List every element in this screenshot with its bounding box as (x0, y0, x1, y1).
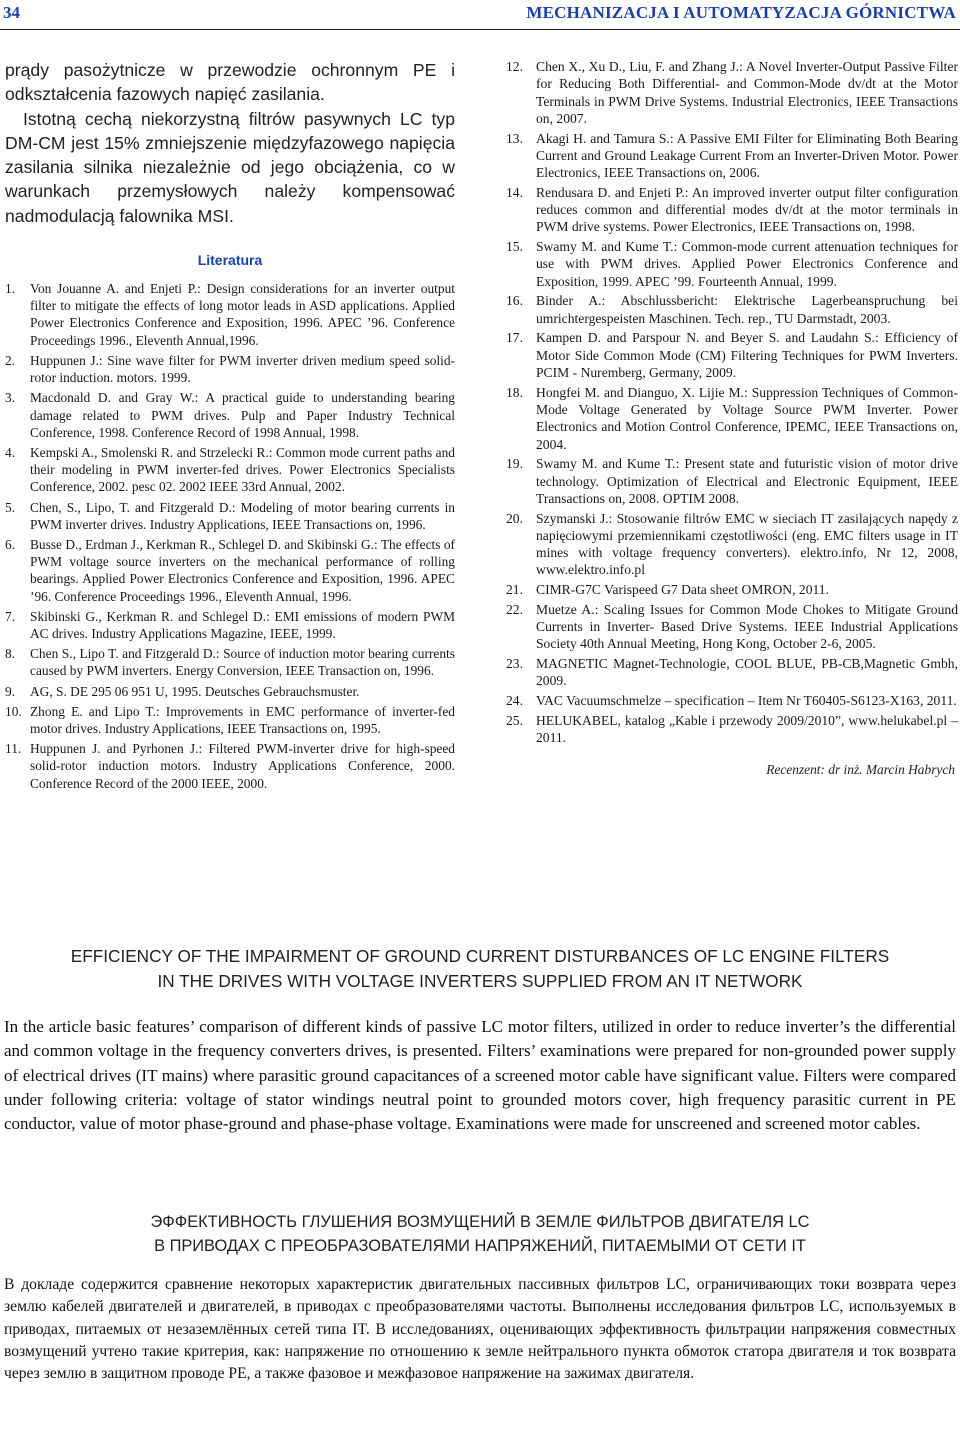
reference-number: 7. (5, 608, 16, 624)
reference-number: 17. (506, 330, 523, 346)
reference-item (5, 280, 455, 349)
reference-number: 25. (506, 712, 523, 728)
reference-text: VAC Vacuumschmelze – specification – Item Nr T60405-S6123-X163, 2011. (536, 693, 957, 709)
reference-item (506, 184, 958, 236)
reference-text: Rendusara D. and Enjeti P.: An improved inverter output filter configuration reduces common and differential modes dv/dt at the motor terminals in PWM drive systems. Power Electronics, IEEE Transactions on, 1998. (536, 184, 958, 235)
reference-item (5, 499, 455, 533)
page-header (0, 0, 960, 30)
reference-number: 21. (506, 582, 523, 598)
reference-text: Chen S., Lipo T. and Fitzgerald D.: Source of induction motor bearing currents caused by PWM inverters. Energy Conversion, IEEE Transaction on, 1996. (30, 646, 455, 679)
reference-number: 9. (5, 683, 16, 699)
reference-item (5, 683, 455, 700)
reference-text: Akagi H. and Tamura S.: A Passive EMI Filter for Eliminating Both Bearing Current and Ground Leakage Current From an Inverter-Driven Motor. Power Electronics, IEEE Transactions on, 2006. (536, 130, 958, 181)
reference-item (506, 510, 958, 579)
reference-text: Macdonald D. and Gray W.: A practical guide to understanding bearing damage related to PWM drives. Pulp and Paper Industry Technical Conference, 1998. Conference Record of 1998 Annual, 1998. (30, 390, 455, 440)
body-paragraph: prądy pasożytnicze w przewodzie ochronnym PE i odkształcenia fazowych napięć zasilania. (5, 60, 455, 105)
reference-number: 3. (5, 390, 16, 406)
reference-text: Swamy M. and Kume T.: Present state and futuristic vision of motor drive technology. Optimization of Electrical and Electronic Equipment, IEEE Transactions on, 2008. OPTIM 2008. (536, 456, 958, 506)
references-list-left (5, 280, 455, 792)
reference-item (506, 238, 958, 290)
reference-text: Von Jouanne A. and Enjeti P.: Design considerations for an inverter output filter to mitigate the effects of long motor leads in ASD applications. Applied Power Electronics Conference and Exposition, 1996. APEC ’96. Conference Proceedings 1996., Eleventh Annual,1996. (30, 281, 455, 348)
reference-number: 14. (506, 184, 523, 200)
reference-number: 19. (506, 456, 523, 472)
reference-text: Skibinski G., Kerkman R. and Schlegel D.: EMI emissions of modern PWM AC drives. Industry Applications Magazine, IEEE, 1999. (30, 608, 455, 641)
reference-item (506, 455, 958, 507)
reference-text: Huppunen J.: Sine wave filter for PWM inverter driven medium speed solid-rotor induction. motors. 1999. (30, 352, 455, 386)
reference-item (5, 389, 455, 441)
reference-item (506, 712, 958, 747)
reference-number: 24. (506, 693, 523, 709)
reference-item (5, 608, 455, 642)
left-column (5, 58, 455, 795)
reference-number: 12. (506, 59, 523, 74)
reference-text: Swamy M. and Kume T.: Common-mode current attenuation techniques for use with PWM drives. Applied Power Electronics Conference and Exposition, 1999. APEC ’99. Fourteenth Annual, 1999. (536, 239, 958, 289)
reference-item (506, 384, 958, 453)
reference-text: Huppunen J. and Pyrhonen J.: Filtered PWM-inverter drive for high-speed solid-rotor induction motors. Industry Applications Conference, 2000. Conference Record of the 2000 IEEE, 2000. (30, 741, 455, 791)
reference-text: Szymanski J.: Stosowanie filtrów EMC w sieciach IT zasilających napędy z napięciowymi przemiennikami częstotliwości (eng. EMC filters usage in IT mines with voltage frequency converters). elektro.info, Nr 12, 2008, www.elektro.info.pl (536, 510, 958, 578)
reference-number: 6. (5, 536, 16, 552)
literature-heading: Literatura (197, 252, 263, 269)
reference-number: 1. (5, 281, 16, 297)
reference-item (5, 536, 455, 605)
reference-item (506, 292, 958, 327)
english-abstract: In the article basic features’ comparison of different kinds of passive LC motor filters, utilized in order to reduce inverter’s the differential and common voltage in the frequency converters drives, is presented. Filters’ examinations were prepared for non-grounded power supply of electrical drives (IT mains) where parasitic ground capacitances of a screened motor cable have significant value. Filters were compared under following criteria: voltage of stator windings neutral point to grounded motors cover, high frequency parasitic current in PE conductor, value of motor phase-ground and phase-phase voltage. Examinations were made for unscreened and screened motor cables. (4, 1017, 956, 1134)
reference-item (5, 444, 455, 496)
reference-text: Hongfei M. and Dianguo, X. Lijie M.: Suppression Techniques of Common-Mode Voltage Generated by Voltage Source PWM Inverter. Power Electronics and Motion Control Conference, IPEMC, IEEE Transactions on, 2004. (536, 384, 958, 452)
body-paragraph: Istotną cechą niekorzystną filtrów pasywnych LC typ DM-CM jest 15% zmniejszenie międzyfazowego napięcia zasilania silnika niezależnie od jego obciążenia, co w warunkach przemysłowych należy kompensować nadmodulacją falownika MSI. (5, 108, 455, 226)
reference-item (506, 130, 958, 182)
page-number: 34 (3, 3, 20, 22)
reference-number: 22. (506, 601, 523, 617)
reference-item (506, 655, 958, 690)
reference-item (5, 645, 455, 679)
reference-text: Busse D., Erdman J., Kerkman R., Schlegel D. and Skibinski G.: The effects of PWM voltage source inverters on the mechanical performance of rolling bearings. Applied Power Electronics Conference and Exposition, 1996. APEC ’96. Conference Proceedings 1996., Eleventh Annual, 1996. (30, 536, 455, 604)
header-rule (0, 29, 960, 30)
reference-item (506, 692, 958, 709)
journal-title: MECHANIZACJA I AUTOMATYZACJA GÓRNICTWA (526, 3, 956, 22)
reference-item (5, 703, 455, 737)
reference-item (5, 352, 455, 386)
english-title-line: EFFICIENCY OF THE IMPAIRMENT OF GROUND CURRENT DISTURBANCES OF LC ENGINE FILTERS (70, 946, 890, 966)
reference-text: AG, S. DE 295 06 951 U, 1995. Deutsches Gebrauchsmuster. (30, 683, 360, 699)
reference-text: Kempski A., Smolenski R. and Strzelecki R.: Common mode current paths and their modeling in PWM inverter-fed drives. Power Electronics Specialists Conference, 2002. pesc 02. 2002 IEEE 33rd Annual, 2002. (30, 444, 455, 495)
english-title (0, 944, 960, 994)
reference-number: 18. (506, 384, 523, 400)
reference-number: 10. (5, 703, 22, 719)
reference-number: 23. (506, 656, 523, 672)
reference-number: 5. (5, 499, 16, 515)
russian-title-line: В ПРИВОДАХ С ПРЕОБРАЗОВАТЕЛЯМИ НАПРЯЖЕНИЙ, ПИТАЕМЫМИ ОТ СЕТИ IT (154, 1237, 806, 1255)
reference-number: 13. (506, 130, 523, 146)
reference-text: Zhong E. and Lipo T.: Improvements in EMC performance of inverter-fed motor drives. Industry Applications, IEEE Transactions on, 1995. (30, 703, 455, 736)
reference-number: 4. (5, 444, 16, 460)
reviewer-note: Recenzent: dr inż. Marcin Habrych (766, 762, 955, 777)
reference-item (506, 58, 958, 127)
reference-text: CIMR-G7C Varispeed G7 Data sheet OMRON, 2011. (536, 582, 829, 598)
references-list-right (506, 58, 958, 746)
reference-number: 20. (506, 510, 523, 526)
russian-abstract: В докладе содержится сравнение некоторых характеристик двигательных пассивных фильтров LC, ограничивающих токи возврата через землю кабелей двигателей и двигателей, в приводах с преобразователями частоты. Выполнены исследования фильтров LC, используемых в приводах, питаемых от незаземлённых сетей типа IT. В исследованиях, оценивающих эффективность фильтрации напряжения совместных возмущений учтено такие критерия, как: напряжение по отношению к земле нейтрального пункта обмоток статора двигателя и ток возврата через землю в защитном проводе PE, а также фазовое и межфазовое напряжение на зажимах двигателя. (4, 1276, 956, 1383)
reference-number: 8. (5, 646, 16, 662)
reference-item (506, 329, 958, 381)
russian-title (0, 1210, 960, 1258)
reference-text: Kampen D. and Parspour N. and Beyer S. and Laudahn S.: Efficiency of Motor Side Common Mode (CM) Filtering Techniques for PWM Inverters. PCIM - Nuremberg, Germany, 2009. (536, 330, 958, 380)
reference-item (5, 740, 455, 792)
reference-text: Chen X., Xu D., Liu, F. and Zhang J.: A Novel Inverter-Output Passive Filter for Reducing Both Differential- and Common-Mode dv/dt at the Motor Terminals in PWM Drive Systems. Industrial Electronics, IEEE Transactions on, 2007. (536, 59, 958, 126)
reference-text: Binder A.: Abschlussbericht: Elektrische Lagerbeanspruchung bei umrichtergespeisten Maschinen. Tech. rep., TU Darmstadt, 2003. (536, 293, 958, 326)
reference-text: Muetze A.: Scaling Issues for Common Mode Chokes to Mitigate Ground Currents in Inverter- Based Drive Systems. IEEE Industrial Applications Society 40th Annual Meeting, Hong Kong, October 2-6, 2005. (536, 601, 958, 652)
reference-text: MAGNETIC Magnet-Technologie, COOL BLUE, PB-CB,Magnetic Gmbh, 2009. (536, 656, 958, 689)
reference-item (506, 581, 958, 598)
english-title-line: IN THE DRIVES WITH VOLTAGE INVERTERS SUPPLIED FROM AN IT NETWORK (157, 971, 803, 991)
russian-title-line: ЭФФЕКТИВНОСТЬ ГЛУШЕНИЯ ВОЗМУЩЕНИЙ В ЗЕМЛЕ ФИЛЬТРОВ ДВИГАТЕЛЯ LC (150, 1213, 810, 1231)
reference-number: 11. (5, 741, 22, 757)
reference-number: 15. (506, 239, 523, 255)
reference-number: 16. (506, 293, 523, 309)
reference-item (506, 601, 958, 653)
reference-text: HELUKABEL, katalog „Kable i przewody 2009/2010”, www.helukabel.pl – 2011. (536, 712, 958, 746)
reference-number: 2. (5, 352, 16, 368)
reference-text: Chen, S., Lipo, T. and Fitzgerald D.: Modeling of motor bearing currents in PWM inverter drives. Industry Applications, IEEE Transactions on, 1996. (30, 499, 455, 532)
right-column (506, 58, 958, 749)
